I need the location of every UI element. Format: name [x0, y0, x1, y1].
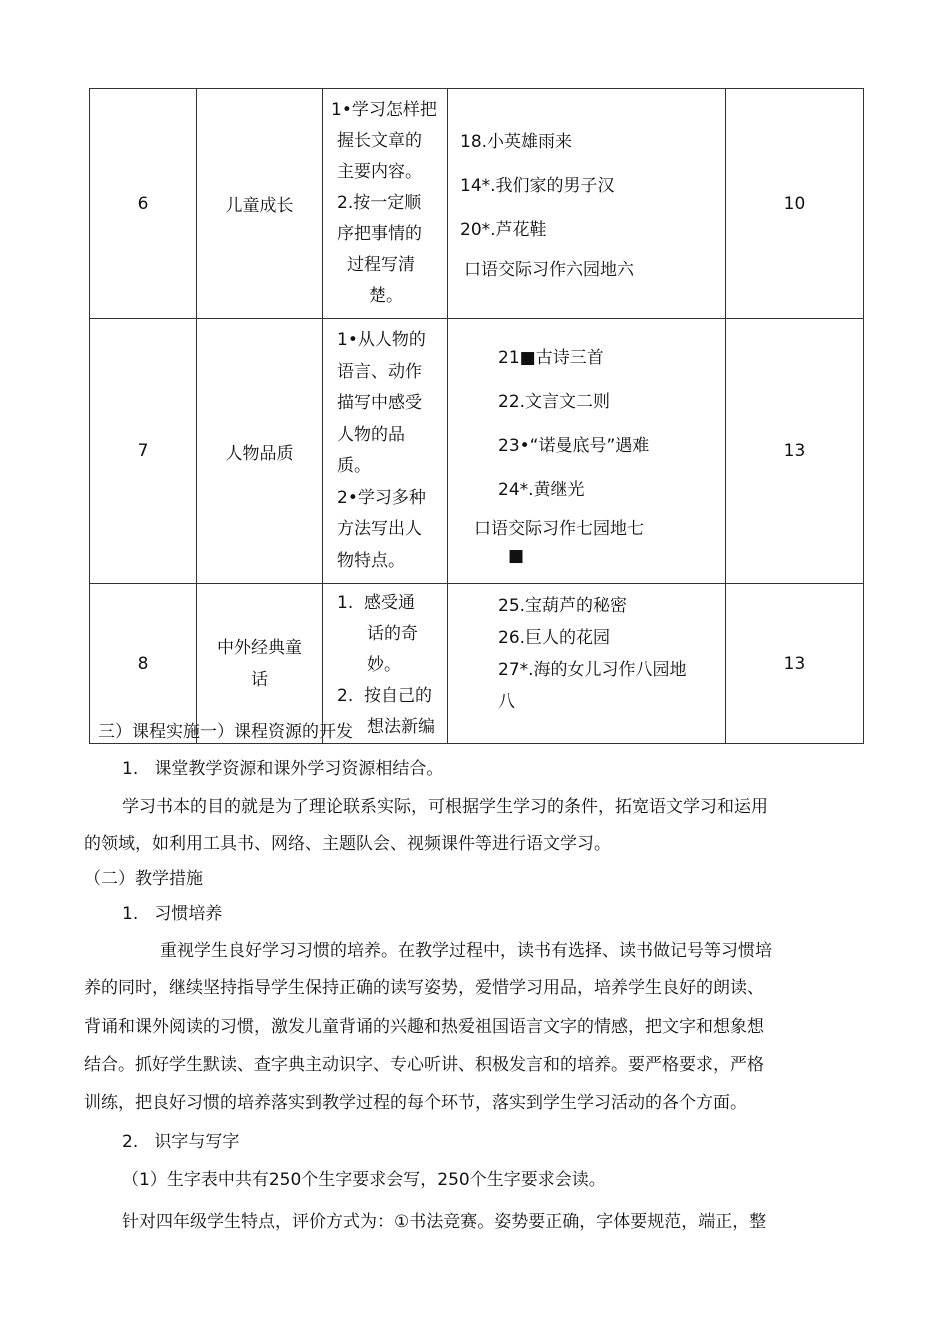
unit-number: 7 — [90, 319, 197, 584]
lesson-item: 八 — [498, 692, 515, 712]
lesson-item: 25.宝葫芦的秘密 — [498, 596, 628, 616]
goal-line: 妙。 — [367, 655, 401, 675]
paragraph-line: （1）生字表中共有250个生字要求会写，250个生字要求会读。 — [122, 1170, 606, 1190]
goal-line: 想法新编 — [367, 717, 435, 737]
goal-line: 2.按一定顺 — [337, 193, 422, 213]
lesson-item: 22.文言文二则 — [498, 392, 611, 412]
goal-line: 过程写清 — [347, 255, 415, 275]
goal-line: 1•学习怎样把 — [331, 100, 437, 120]
lesson-item: 20*.芦花鞋 — [460, 219, 547, 240]
paragraph-line: 背诵和课外阅读的习惯，激发儿童背诵的兴趣和热爱祖国语言文字的情感，把文字和想象想 — [84, 1017, 764, 1037]
paragraph-line: 的领域，如利用工具书、网络、主题队会、视频课件等进行语文学习。 — [84, 834, 611, 854]
goal-line: 序把事情的 — [337, 224, 422, 244]
lesson-item: 24*.黄继光 — [498, 480, 585, 500]
unit-hours: 13 — [726, 584, 864, 744]
paragraph-line: 训练，把良好习惯的培养落实到教学过程的每个环节，落实到学生学习活动的各个方面。 — [84, 1093, 747, 1113]
paragraph-line: 重视学生良好学习习惯的培养。在教学过程中，读书有选择、读书做记号等习惯培 — [160, 941, 772, 961]
goal-line: 握长文章的 — [337, 131, 422, 151]
lesson-item: ■ — [508, 546, 525, 566]
goal-line: 话的奇 — [367, 624, 418, 644]
theme-line: 中外经典童 — [217, 637, 302, 658]
lesson-item: 27*.海的女儿习作八园地 — [498, 660, 687, 680]
unit-number: 6 — [90, 89, 197, 319]
goal-line: 2•学习多种 — [337, 487, 426, 508]
unit-goals — [323, 319, 448, 584]
unit-number: 8 — [90, 584, 197, 744]
lesson-item: 口语交际习作七园地七 — [474, 519, 644, 539]
unit-hours: 10 — [726, 89, 864, 319]
goal-line: 方法写出人 — [337, 519, 422, 539]
list-item-habit: 1. 习惯培养 — [122, 904, 223, 924]
unit-lessons — [448, 584, 726, 744]
curriculum-table — [89, 88, 864, 744]
lesson-item: 21■古诗三首 — [498, 348, 604, 368]
table-row — [90, 89, 864, 319]
section-heading-measures: （二）教学措施 — [84, 869, 203, 889]
goal-line: 2. 按自己的 — [337, 686, 433, 706]
lesson-item: 14*.我们家的男子汉 — [460, 175, 615, 196]
goal-line: 人物的品 — [337, 424, 405, 445]
paragraph-line: 针对四年级学生特点，评价方式为：①书法竞赛。姿势要正确，字体要规范，端正，整 — [122, 1212, 767, 1232]
goal-line: 质。 — [337, 456, 371, 476]
lesson-item: 23•“诺曼底号”遇难 — [498, 436, 650, 456]
theme-line: 话 — [251, 669, 268, 690]
unit-theme: 儿童成长 — [197, 89, 323, 319]
lesson-item: 18.小英雄雨来 — [460, 131, 573, 152]
unit-hours: 13 — [726, 319, 864, 584]
paragraph-line: 结合。抓好学生默读、查字典主动识字、专心听讲、积极发言和的培养。要严格要求，严格 — [84, 1055, 764, 1075]
unit-lessons — [448, 89, 726, 319]
goal-line: 主要内容。 — [337, 162, 422, 182]
unit-goals — [323, 89, 448, 319]
goal-line: 描写中感受 — [337, 393, 422, 413]
lesson-item: 口语交际习作六园地六 — [464, 259, 634, 280]
goal-line: 语言、动作 — [337, 361, 422, 382]
list-item-literacy: 2. 识字与写字 — [122, 1132, 240, 1152]
lesson-item: 26.巨人的花园 — [498, 628, 611, 648]
section-heading-implementation: 三）课程实施一）课程资源的开发 — [98, 722, 353, 742]
goal-line: 物特点。 — [337, 550, 405, 571]
unit-theme: 人物品质 — [197, 319, 323, 584]
paragraph-line: 养的同时，继续坚持指导学生保持正确的读写姿势，爱惜学习用品，培养学生良好的朗读、 — [84, 978, 764, 998]
unit-lessons — [448, 319, 726, 584]
list-item-resources: 1. 课堂教学资源和课外学习资源相结合。 — [122, 759, 444, 779]
table-row — [90, 319, 864, 584]
paragraph-line: 学习书本的目的就是为了理论联系实际，可根据学生学习的条件，拓宽语文学习和运用 — [122, 797, 768, 817]
goal-line: 1•从人物的 — [337, 330, 426, 350]
goal-line: 楚。 — [369, 286, 403, 306]
goal-line: 1. 感受通 — [337, 593, 416, 613]
